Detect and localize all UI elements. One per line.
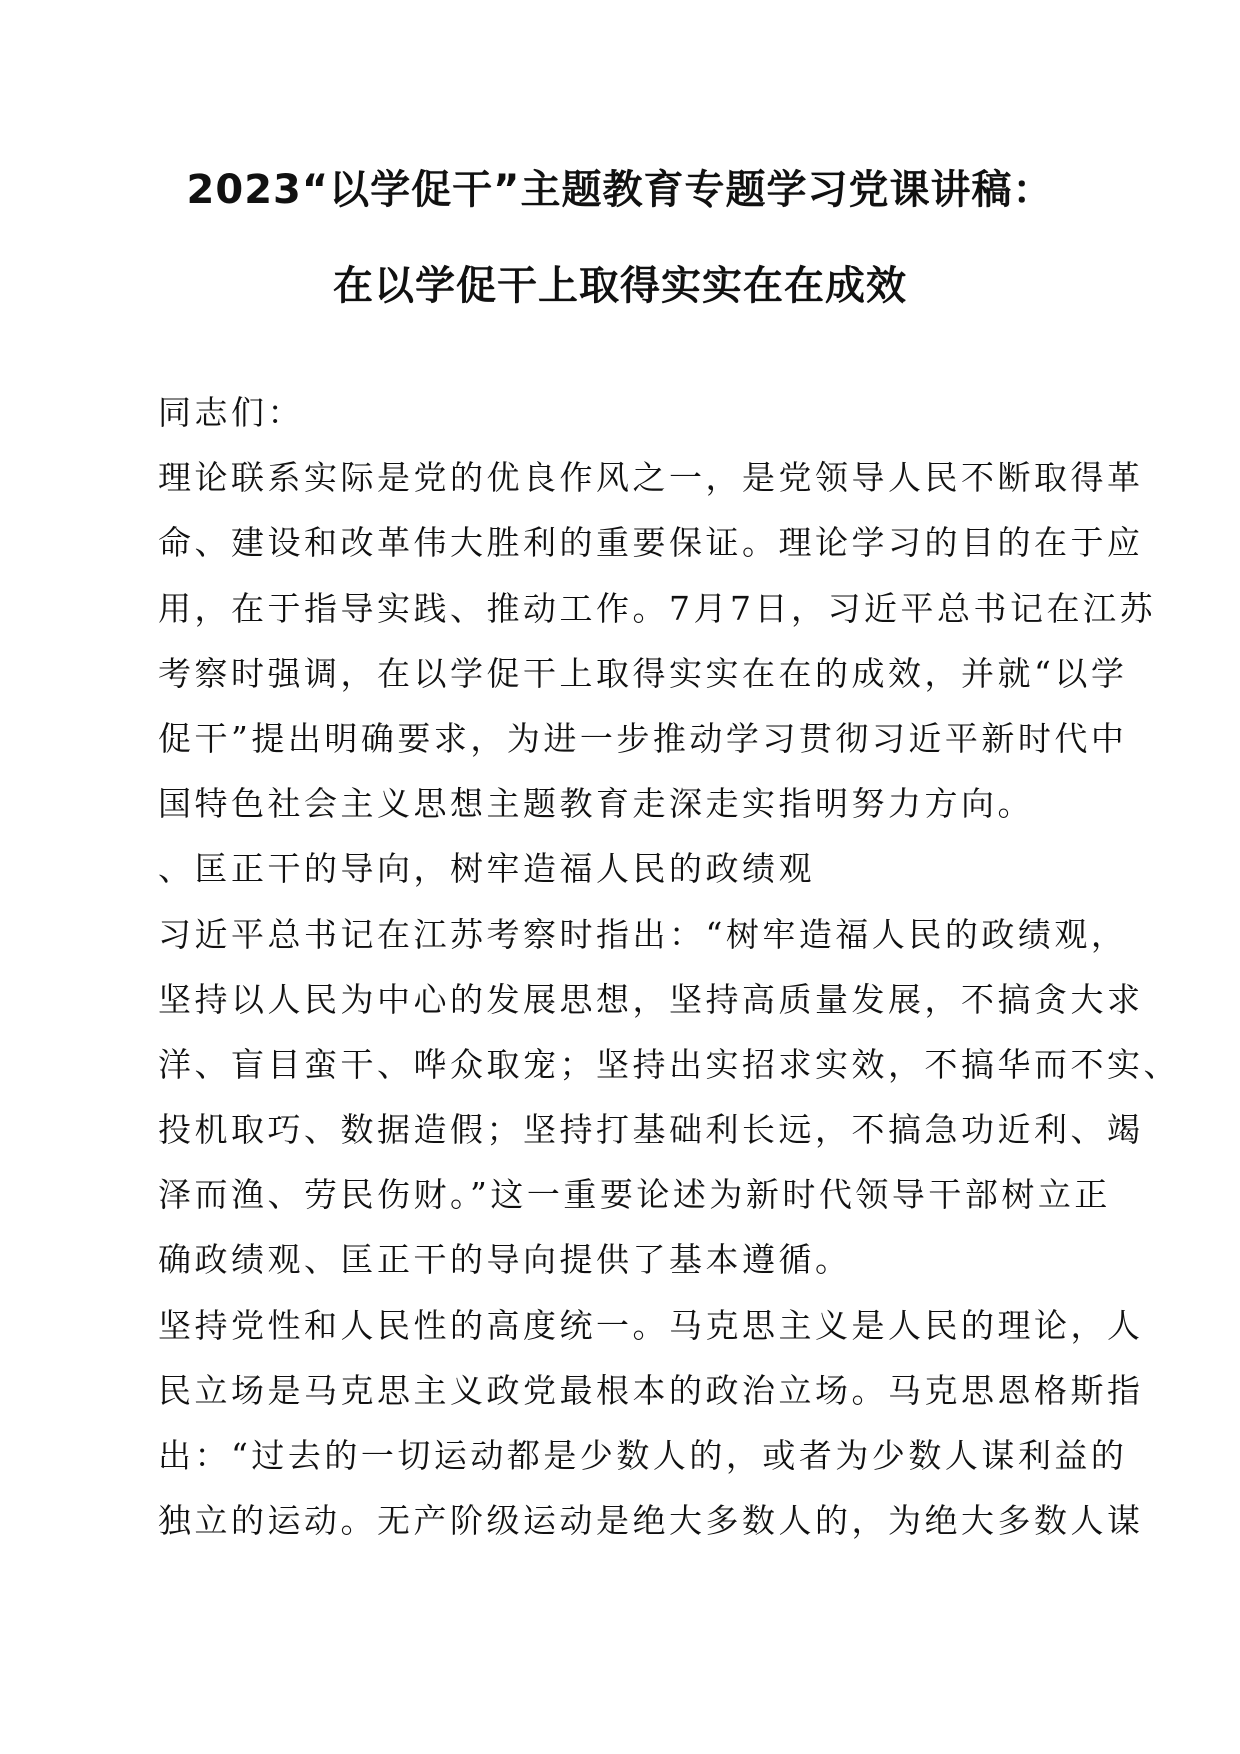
body-line: 用，在于指导实践、推动工作。7月7日，习近平总书记在江苏 [158, 588, 1156, 628]
body-line: 促干”提出明确要求，为进一步推动学习贯彻习近平新时代中 [158, 718, 1128, 758]
body-line: 习近平总书记在江苏考察时指出：“树牢造福人民的政绩观， [158, 914, 1128, 954]
body-line: 投机取巧、数据造假；坚持打基础利长远，不搞急功近利、竭 [158, 1110, 1144, 1150]
body-line: 理论联系实际是党的优良作风之一，是党领导人民不断取得革 [158, 458, 1144, 498]
document-title-line-1: 2023“以学促干”主题教育专题学习党课讲稿： [186, 167, 1054, 213]
document-title-line-2: 在以学促干上取得实实在在成效 [333, 263, 907, 309]
body-line: 确政绩观、匡正干的导向提供了基本遵循。 [158, 1240, 852, 1280]
body-line: 洋、盲目蛮干、哗众取宠；坚持出实招求实效，不搞华而不实、 [158, 1044, 1180, 1084]
body-line: 独立的运动。无产阶级运动是绝大多数人的，为绝大多数人谋 [158, 1501, 1144, 1541]
body-line: 出：“过去的一切运动都是少数人的，或者为少数人谋利益的 [158, 1436, 1128, 1475]
document-body [158, 380, 1180, 1553]
body-line: 坚持党性和人民性的高度统一。马克思主义是人民的理论，人 [158, 1305, 1144, 1345]
body-line-salutation: 同志们： [158, 393, 304, 432]
body-line: 考察时强调，在以学促干上取得实实在在的成效，并就“以学 [158, 653, 1128, 693]
body-line: 泽而渔、劳民伤财。”这一重要论述为新时代领导干部树立正 [158, 1175, 1111, 1215]
body-line: 国特色社会主义思想主题教育走深走实指明努力方向。 [158, 784, 1034, 824]
body-line: 命、建设和改革伟大胜利的重要保证。理论学习的目的在于应 [158, 523, 1144, 563]
section-heading: 、匡正干的导向，树牢造福人民的政绩观 [158, 849, 815, 889]
body-line: 坚持以人民为中心的发展思想，坚持高质量发展，不搞贪大求 [158, 979, 1144, 1019]
body-line: 民立场是马克思主义政党最根本的政治立场。马克思恩格斯指 [158, 1370, 1144, 1410]
